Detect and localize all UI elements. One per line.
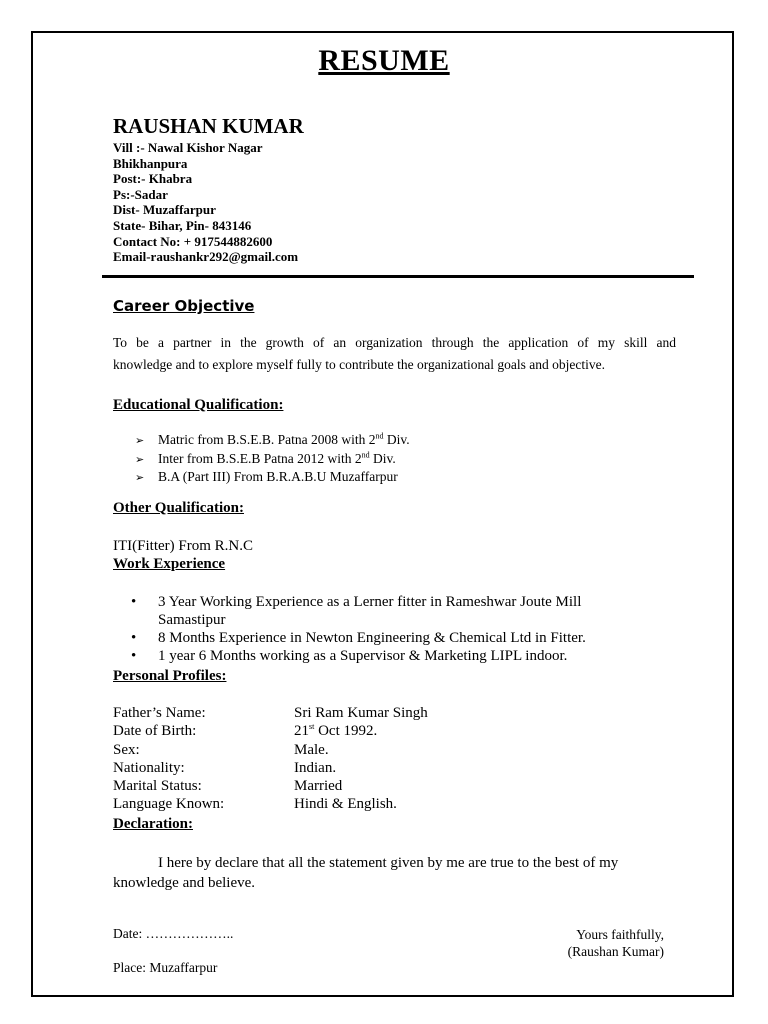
place-field: Place: Muzaffarpur: [113, 960, 218, 975]
work-experience-list: [131, 593, 633, 665]
signature-name: (Raushan Kumar): [567, 944, 664, 959]
profile-value: Sri Ram Kumar Singh: [294, 705, 428, 721]
email-address: Email-raushankr292@gmail.com: [113, 249, 299, 265]
list-item: [135, 450, 410, 469]
education-item-text: Matric from B.S.E.B. Patna 2008 with 2nd Div.: [158, 431, 410, 447]
declaration-text: [113, 853, 673, 893]
profile-label: Father’s Name:: [113, 705, 206, 721]
address-line: State- Bihar, Pin- 843146: [113, 217, 252, 233]
address-block: [113, 140, 298, 265]
resume-title: RESUME: [318, 44, 450, 77]
table-row: [113, 795, 428, 813]
profile-value: Married: [294, 778, 343, 795]
other-qualification-text: ITI(Fitter) From R.N.C: [113, 538, 253, 554]
closing-text: Yours faithfully,: [576, 927, 664, 942]
declaration-line: knowledge and believe.: [113, 875, 256, 891]
work-experience-heading: Work Experience: [113, 556, 226, 572]
work-item-text: 8 Months Experience in Newton Engineering & Chemical Ltd in Fitter.: [158, 630, 586, 646]
list-item: [135, 431, 410, 450]
profile-label: Language Known:: [113, 796, 225, 813]
career-objective-line: knowledge and to explore myself fully to contribute the organizational goals and objective.: [113, 357, 605, 372]
profile-value: Indian.: [294, 759, 337, 776]
bullet-icon: •: [131, 594, 137, 610]
declaration-line: I here by declare that all the statement given by me are true to the best of my: [158, 855, 619, 871]
personal-profiles-heading: Personal Profiles:: [113, 668, 227, 684]
list-item: [135, 468, 410, 487]
table-row: [113, 759, 428, 777]
contact-number: Contact No: + 917544882600: [113, 233, 273, 249]
address-line: Ps:-Sadar: [113, 186, 168, 202]
profile-label: Marital Status:: [113, 778, 202, 795]
bullet-icon: •: [131, 648, 137, 664]
profile-value: 21st Oct 1992.: [294, 722, 378, 740]
table-row: [113, 722, 428, 740]
list-item: [131, 647, 633, 665]
profile-label: Sex:: [113, 741, 140, 758]
declaration-heading: Declaration:: [113, 816, 193, 832]
candidate-name: RAUSHAN KUMAR: [113, 114, 304, 138]
education-item-text: B.A (Part III) From B.R.A.B.U Muzaffarpur: [158, 469, 398, 484]
signature-block: [568, 926, 664, 960]
education-item-text: Inter from B.S.E.B Patna 2012 with 2nd Div.: [158, 450, 396, 466]
profile-value: Hindi & English.: [294, 796, 397, 813]
table-row: [113, 777, 428, 795]
personal-profiles-table: [113, 704, 428, 814]
education-heading: Educational Qualification:: [113, 397, 284, 413]
bullet-icon: •: [131, 630, 137, 646]
education-list: [135, 431, 410, 487]
date-field: Date: ………………..: [113, 926, 234, 941]
table-row: [113, 741, 428, 759]
list-item: [131, 629, 633, 647]
address-line: Dist- Muzaffarpur: [113, 202, 216, 218]
profile-label: Date of Birth:: [113, 723, 197, 740]
other-qualification-heading: Other Qualification:: [113, 500, 244, 516]
profile-value: Male.: [294, 741, 329, 758]
address-line: Post:- Khabra: [113, 171, 193, 187]
profile-label: Nationality:: [113, 759, 185, 776]
arrow-bullet-icon: ➢: [135, 471, 145, 484]
address-line: Vill :- Nawal Kishor Nagar: [113, 140, 263, 155]
arrow-bullet-icon: ➢: [135, 434, 145, 447]
list-item: [131, 593, 633, 629]
arrow-bullet-icon: ➢: [135, 452, 145, 466]
career-objective-text: [113, 332, 676, 376]
address-line: Bhikhanpura: [113, 155, 188, 171]
work-item-text: 3 Year Working Experience as a Lerner fitter in Rameshwar Joute Mill Samastipur: [158, 594, 582, 628]
work-item-text: 1 year 6 Months working as a Supervisor & Marketing LIPL indoor.: [158, 648, 568, 664]
table-row: [113, 704, 428, 722]
career-objective-line: To be a partner in the growth of an organization through the application of my skill and: [113, 335, 676, 350]
header-divider: [102, 275, 694, 278]
career-objective-heading: Career Objective: [113, 297, 255, 315]
